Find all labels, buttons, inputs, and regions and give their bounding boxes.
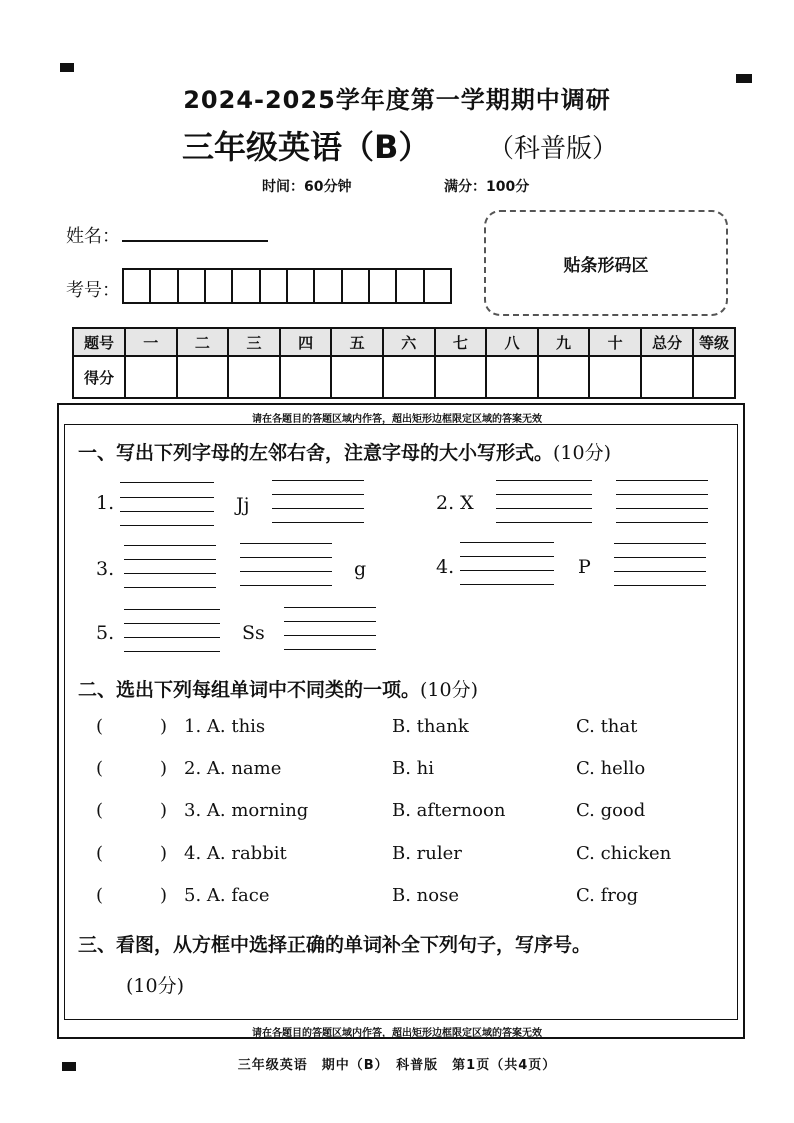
writing-line[interactable] xyxy=(460,542,554,543)
answer-paren-open[interactable]: ( xyxy=(96,758,104,779)
writing-line[interactable] xyxy=(616,494,708,495)
writing-line[interactable] xyxy=(124,545,216,546)
writing-line[interactable] xyxy=(614,585,706,586)
option-b: B. nose xyxy=(392,885,459,906)
writing-line[interactable] xyxy=(124,637,220,638)
score-row-label: 得分 xyxy=(73,356,125,398)
writing-line[interactable] xyxy=(284,649,376,650)
option-b: B. hi xyxy=(392,758,435,779)
option-c: C. that xyxy=(576,716,638,737)
writing-line[interactable] xyxy=(272,480,364,481)
score-cell[interactable] xyxy=(435,356,487,398)
letter-item-number: 2. X xyxy=(436,492,474,514)
writing-line[interactable] xyxy=(124,559,216,560)
writing-line[interactable] xyxy=(460,570,554,571)
score-header-cell: 等级 xyxy=(693,328,735,356)
option-a: 2. A. name xyxy=(184,758,282,779)
section3-points-text: (10分) xyxy=(126,975,185,997)
score-header-cell: 三 xyxy=(228,328,280,356)
writing-line[interactable] xyxy=(120,482,214,483)
option-a: 4. A. rabbit xyxy=(184,843,287,864)
writing-line[interactable] xyxy=(124,651,220,652)
given-letter: Jj xyxy=(236,494,250,516)
option-c: C. chicken xyxy=(576,843,672,864)
writing-line[interactable] xyxy=(120,525,214,526)
writing-line[interactable] xyxy=(120,511,214,512)
barcode-label: 贴条形码区 xyxy=(563,255,649,276)
writing-line[interactable] xyxy=(616,480,708,481)
score-header-cell: 四 xyxy=(280,328,332,356)
id-number-boxes[interactable] xyxy=(122,268,452,304)
exam-edition: （科普版） xyxy=(488,134,619,164)
writing-line[interactable] xyxy=(124,609,220,610)
barcode-area xyxy=(484,210,728,316)
score-table-header-row xyxy=(73,328,735,356)
score-header-cell: 八 xyxy=(486,328,538,356)
writing-line[interactable] xyxy=(496,522,592,523)
section1-title xyxy=(78,438,611,465)
score-header-cell: 五 xyxy=(331,328,383,356)
given-letter: Ss xyxy=(242,622,265,644)
writing-line[interactable] xyxy=(614,543,706,544)
writing-line[interactable] xyxy=(124,573,216,574)
option-c: C. good xyxy=(576,800,646,821)
given-letter: g xyxy=(354,558,367,580)
writing-line[interactable] xyxy=(120,497,214,498)
answer-paren-open[interactable]: ( xyxy=(96,800,104,821)
writing-line[interactable] xyxy=(496,508,592,509)
score-cell[interactable] xyxy=(125,356,177,398)
option-c: C. frog xyxy=(576,885,639,906)
option-b: B. afternoon xyxy=(392,800,506,821)
score-cell[interactable] xyxy=(589,356,641,398)
exam-subtitle: 三年级英语（B） xyxy=(182,128,431,166)
score-cell[interactable] xyxy=(693,356,735,398)
writing-line[interactable] xyxy=(284,635,376,636)
score-header-cell: 二 xyxy=(177,328,229,356)
writing-line[interactable] xyxy=(240,557,332,558)
section3-points xyxy=(126,971,184,998)
writing-line[interactable] xyxy=(460,584,554,585)
answer-paren-close: ) xyxy=(160,800,168,821)
score-cell[interactable] xyxy=(331,356,383,398)
name-label: 姓名： xyxy=(66,226,120,247)
option-a: 1. A. this xyxy=(184,716,266,737)
writing-line[interactable] xyxy=(240,543,332,544)
answer-paren-close: ) xyxy=(160,843,168,864)
answer-paren-open[interactable]: ( xyxy=(96,843,104,864)
answer-paren-close: ) xyxy=(160,758,168,779)
score-cell[interactable] xyxy=(280,356,332,398)
exam-full-score: 满分：100分 xyxy=(444,179,530,195)
writing-line[interactable] xyxy=(616,508,708,509)
writing-line[interactable] xyxy=(240,585,332,586)
option-c: C. hello xyxy=(576,758,646,779)
answer-paren-close: ) xyxy=(160,885,168,906)
option-a: 5. A. face xyxy=(184,885,270,906)
section1-title-text: 一、写出下列字母的左邻右舍，注意字母的大小写形式。 xyxy=(78,442,554,464)
section3-title: 三、看图，从方框中选择正确的单词补全下列句子，写序号。 xyxy=(78,934,592,956)
given-letter: P xyxy=(578,556,591,578)
writing-line[interactable] xyxy=(124,623,220,624)
score-header-cell: 九 xyxy=(538,328,590,356)
option-b: B. thank xyxy=(392,716,469,737)
writing-line[interactable] xyxy=(272,508,364,509)
section1-points: (10分) xyxy=(553,442,612,464)
letter-item-number: 4. xyxy=(436,556,455,578)
writing-line[interactable] xyxy=(460,556,554,557)
score-cell[interactable] xyxy=(228,356,280,398)
writing-line[interactable] xyxy=(272,494,364,495)
writing-line[interactable] xyxy=(614,571,706,572)
exam-time: 时间：60分钟 xyxy=(262,179,352,195)
section2-title xyxy=(78,675,478,702)
score-header-cell: 题号 xyxy=(73,328,125,356)
score-table-score-row xyxy=(73,356,735,398)
answer-paren-open[interactable]: ( xyxy=(96,716,104,737)
writing-line[interactable] xyxy=(240,571,332,572)
writing-line[interactable] xyxy=(614,557,706,558)
answer-paren-close: ) xyxy=(160,716,168,737)
section2-title-text: 二、选出下列每组单词中不同类的一项。 xyxy=(78,679,421,701)
writing-line[interactable] xyxy=(124,587,216,588)
writing-line[interactable] xyxy=(496,494,592,495)
id-label: 考号： xyxy=(66,280,120,301)
score-cell[interactable] xyxy=(538,356,590,398)
section2-points: (10分) xyxy=(420,679,479,701)
writing-line[interactable] xyxy=(616,522,708,523)
score-header-cell: 总分 xyxy=(641,328,693,356)
answer-notice-bottom: 请在各题目的答题区域内作答，超出矩形边框限定区域的答案无效 xyxy=(252,1028,542,1039)
writing-line[interactable] xyxy=(284,621,376,622)
exam-title: 2024-2025学年度第一学期期中调研 xyxy=(183,86,611,114)
answer-notice-top: 请在各题目的答题区域内作答，超出矩形边框限定区域的答案无效 xyxy=(252,414,542,425)
option-b: B. ruler xyxy=(392,843,462,864)
letter-item-number: 1. xyxy=(96,492,115,514)
option-a: 3. A. morning xyxy=(184,800,309,821)
score-header-cell: 六 xyxy=(383,328,435,356)
letter-item-number: 5. xyxy=(96,622,115,644)
score-header-cell: 七 xyxy=(435,328,487,356)
writing-line[interactable] xyxy=(272,522,364,523)
letter-item-number: 3. xyxy=(96,558,115,580)
page-footer: 三年级英语 期中（B） 科普版 第1页（共4页） xyxy=(237,1058,557,1073)
name-field[interactable] xyxy=(122,240,268,242)
score-cell[interactable] xyxy=(641,356,693,398)
writing-line[interactable] xyxy=(496,480,592,481)
score-cell[interactable] xyxy=(177,356,229,398)
score-cell[interactable] xyxy=(486,356,538,398)
registration-mark-top-left xyxy=(60,63,74,72)
writing-line[interactable] xyxy=(284,607,376,608)
score-table xyxy=(72,327,736,399)
answer-paren-open[interactable]: ( xyxy=(96,885,104,906)
score-header-cell: 一 xyxy=(125,328,177,356)
score-cell[interactable] xyxy=(383,356,435,398)
score-header-cell: 十 xyxy=(589,328,641,356)
